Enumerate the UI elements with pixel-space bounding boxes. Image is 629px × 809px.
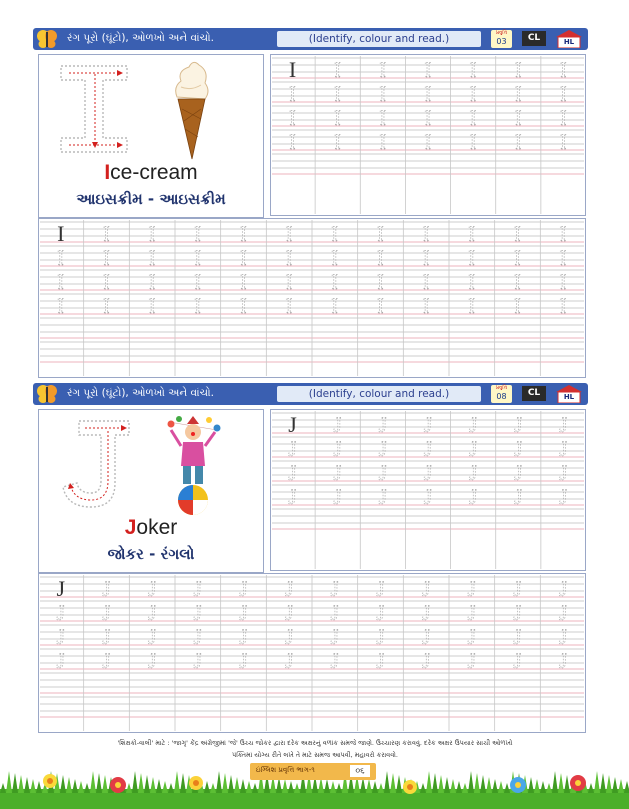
cl-badge: CL (522, 31, 546, 46)
trace-letter: J (284, 600, 294, 625)
trace-letter: I (513, 221, 522, 246)
trace-letter: J (56, 648, 66, 673)
trace-letter: J (288, 460, 297, 485)
trace-letter: J (468, 460, 478, 485)
trace-letter: I (468, 293, 476, 318)
trace-letter: I (422, 269, 430, 294)
trace-letter: J (333, 484, 342, 509)
trace-letter: I (148, 221, 156, 246)
trace-letter: I (331, 245, 339, 270)
instruction-english: (Identify, colour and read.) (277, 31, 481, 47)
trace-letter: J (147, 624, 157, 649)
trace-letter: J (330, 648, 340, 673)
trace-letter: I (148, 269, 156, 294)
trace-letter: J (378, 436, 388, 461)
trace-letter: J (378, 460, 388, 485)
trace-letter: J (513, 624, 522, 649)
trace-letter: J (56, 576, 66, 601)
trace-letter: J (467, 648, 477, 673)
trace-letter: I (288, 105, 297, 130)
trace-letter: I (379, 57, 387, 82)
trace-letter: I (559, 105, 568, 130)
flower-icon (403, 780, 417, 794)
trace-letter: J (193, 624, 203, 649)
trace-letter: I (148, 293, 156, 318)
trace-letter: I (424, 57, 432, 82)
trace-letter: I (559, 245, 567, 270)
trace-letter: J (558, 576, 568, 601)
trace-letter: I (331, 221, 339, 246)
trace-letter: I (379, 105, 387, 130)
trace-letter: I (102, 245, 111, 270)
trace-letter: I (422, 221, 430, 246)
gujarati-word: જોકર - રંગલો (107, 545, 195, 563)
trace-letter: I (334, 105, 342, 130)
trace-letter: I (334, 81, 342, 106)
trace-letter: I (559, 293, 567, 318)
instruction-gujarati: રંગ પૂરો (ઘૂંટો), ઓળખો અને વાંચો. (67, 387, 214, 399)
trace-letter: J (330, 600, 340, 625)
trace-letter: J (239, 600, 248, 625)
trace-letter: J (423, 436, 433, 461)
trace-letter: J (423, 484, 433, 509)
trace-letter: I (513, 245, 522, 270)
tracing-grid-right (270, 409, 586, 571)
cl-badge: CL (522, 386, 546, 401)
section-header (33, 28, 588, 50)
hl-house-icon: HL (554, 385, 584, 403)
ice-cream-cone-icon (171, 57, 211, 161)
trace-letter: I (469, 81, 477, 106)
trace-letter: I (194, 269, 202, 294)
trace-letter: I (376, 293, 385, 318)
trace-letter: J (558, 600, 568, 625)
trace-letter: I (331, 269, 339, 294)
trace-letter: I (239, 269, 248, 294)
butterfly-icon (36, 29, 58, 49)
page-number: ૦૬ (350, 765, 370, 777)
trace-letter: I (424, 129, 432, 154)
trace-letter: I (468, 269, 476, 294)
trace-letter: I (239, 221, 248, 246)
trace-letter: J (333, 412, 342, 437)
trace-letter: I (285, 245, 293, 270)
trace-letter: J (56, 600, 66, 625)
trace-letter: J (514, 412, 523, 437)
trace-letter: J (513, 600, 522, 625)
trace-letter: I (288, 81, 297, 106)
letter-card (38, 409, 264, 573)
trace-letter: J (284, 624, 294, 649)
trace-letter: I (376, 245, 385, 270)
letter-card (38, 54, 264, 218)
trace-letter: J (102, 576, 111, 601)
section-letter-i (33, 28, 588, 378)
section-letter-j (33, 383, 588, 733)
trace-letter: J (193, 576, 203, 601)
section-header (33, 383, 588, 405)
trace-letter: I (468, 221, 476, 246)
trace-letter: I (559, 269, 567, 294)
trace-letter: I (422, 293, 430, 318)
trace-letter: I (514, 129, 522, 154)
trace-letter: J (421, 600, 431, 625)
trace-letter: J (468, 412, 478, 437)
trace-letter: I (57, 245, 65, 270)
trace-letter: J (193, 600, 203, 625)
trace-letter: J (467, 600, 477, 625)
trace-letter: I (57, 269, 65, 294)
trace-letter: J (333, 460, 342, 485)
flower-icon (189, 776, 203, 790)
trace-letter: J (56, 624, 66, 649)
trace-letter: J (514, 484, 523, 509)
trace-letter: J (330, 576, 340, 601)
activity-number-badge: પ્રવૃત્તિ 08 (491, 385, 512, 403)
gujarati-word: આઇસક્રીમ - આઇસક્રીમ (76, 190, 226, 208)
butterfly-icon (36, 384, 58, 404)
trace-letter: J (239, 648, 248, 673)
trace-letter: J (559, 460, 568, 485)
trace-letter: J (239, 576, 248, 601)
trace-letter: I (285, 221, 293, 246)
trace-letter: I (469, 57, 477, 82)
trace-letter: I (514, 105, 522, 130)
trace-letter: J (378, 484, 388, 509)
english-word: Joker (124, 516, 178, 539)
trace-letter: J (284, 648, 294, 673)
trace-letter: I (334, 57, 342, 82)
flower-icon (570, 775, 586, 791)
trace-letter: I (239, 245, 248, 270)
trace-letter: J (376, 576, 385, 601)
trace-letter: I (379, 81, 387, 106)
trace-letter: I (559, 81, 568, 106)
trace-letter: I (422, 245, 430, 270)
trace-letter: J (423, 460, 433, 485)
trace-letter: J (376, 648, 385, 673)
trace-letter: J (514, 460, 523, 485)
trace-letter: I (559, 221, 567, 246)
trace-letter: J (333, 436, 342, 461)
trace-letter: I (379, 129, 387, 154)
hl-house-icon: HL (554, 30, 584, 48)
trace-letter: J (288, 412, 297, 437)
trace-letter: I (468, 245, 476, 270)
trace-letter: J (559, 412, 568, 437)
trace-letter: J (288, 484, 297, 509)
flower-icon (110, 777, 126, 793)
trace-letter: J (147, 576, 157, 601)
flower-icon (510, 777, 526, 793)
trace-letter: I (424, 105, 432, 130)
trace-letter: J (559, 436, 568, 461)
trace-letter: J (376, 624, 385, 649)
trace-letter: I (57, 293, 65, 318)
tracing-grid-bottom (38, 218, 586, 378)
trace-letter: J (421, 648, 431, 673)
trace-letter: J (378, 412, 388, 437)
trace-letter: I (424, 81, 432, 106)
trace-letter: I (194, 245, 202, 270)
trace-letter: J (102, 600, 111, 625)
trace-letter: J (423, 412, 433, 437)
trace-letter: I (513, 269, 522, 294)
trace-letter: I (194, 221, 202, 246)
trace-letter: I (334, 129, 342, 154)
trace-letter: I (288, 129, 297, 154)
trace-letter: I (469, 129, 477, 154)
activity-number-badge: પ્રવૃત્તિ 03 (491, 30, 512, 48)
tracing-grid-bottom (38, 573, 586, 733)
trace-letter: I (285, 293, 293, 318)
trace-letter: I (148, 245, 156, 270)
trace-letter: J (147, 600, 157, 625)
trace-letter: I (469, 105, 477, 130)
trace-letter: J (284, 576, 294, 601)
trace-letter: J (239, 624, 248, 649)
trace-letter: J (376, 600, 385, 625)
instruction-english: (Identify, colour and read.) (277, 386, 481, 402)
trace-letter: J (467, 576, 477, 601)
trace-letter: I (331, 293, 339, 318)
trace-letter: I (514, 57, 522, 82)
teacher-note: 'શિક્ષકો-વાલી' માટે : 'જાગૃ' કેંદ્ર અંગ્રેજીમાં 'જે' ઉચ્ચ જોકર દ્વારા દરેક અક્ષરનું વળાંક સમજે જાણે. ઉચ્ચારણ કરાવવું. દરેક અક્ષર ઉપયાર સાચી ઓળખો પંક્તિમાં યોગ્ય રીતે લખે તે માટે સમજ આપવી, મહાવરો કરાવવો. (117, 739, 513, 759)
trace-letter: I (57, 221, 65, 246)
trace-letter: J (421, 624, 431, 649)
trace-letter: I (239, 293, 248, 318)
trace-letter: I (376, 269, 385, 294)
trace-letter: I (514, 81, 522, 106)
trace-letter: I (285, 269, 293, 294)
trace-letter: I (102, 293, 111, 318)
trace-letter: J (514, 436, 523, 461)
trace-letter: J (558, 624, 568, 649)
trace-letter: J (147, 648, 157, 673)
english-word: Ice-cream (104, 161, 198, 184)
trace-letter: J (468, 484, 478, 509)
tracing-grid-right (270, 54, 586, 216)
trace-letter: J (102, 624, 111, 649)
trace-letter: J (513, 648, 522, 673)
trace-letter: I (102, 269, 111, 294)
book-page-label: ઇંગ્લિશ પ્રવૃત્તિ ભાગ-૧ ૦૬ (250, 763, 376, 780)
trace-letter: J (288, 436, 297, 461)
trace-letter: I (559, 57, 568, 82)
trace-letter: J (467, 624, 477, 649)
trace-letter: J (330, 624, 340, 649)
trace-letter: J (513, 576, 522, 601)
trace-letter: J (558, 648, 568, 673)
letter-i-dotted-outline (49, 60, 139, 160)
trace-letter: I (102, 221, 111, 246)
trace-letter: J (559, 484, 568, 509)
letter-j-dotted-outline (49, 415, 139, 515)
trace-letter: I (376, 221, 385, 246)
trace-letter: I (194, 293, 202, 318)
joker-on-ball-icon (165, 416, 221, 516)
instruction-gujarati: રંગ પૂરો (ઘૂંટો), ઓળખો અને વાંચો. (67, 32, 214, 44)
trace-letter: J (102, 648, 111, 673)
trace-letter: J (193, 648, 203, 673)
trace-letter: I (288, 57, 297, 82)
trace-letter: I (559, 129, 568, 154)
trace-letter: I (513, 293, 522, 318)
trace-letter: J (468, 436, 478, 461)
flower-icon (43, 774, 57, 788)
trace-letter: J (421, 576, 431, 601)
